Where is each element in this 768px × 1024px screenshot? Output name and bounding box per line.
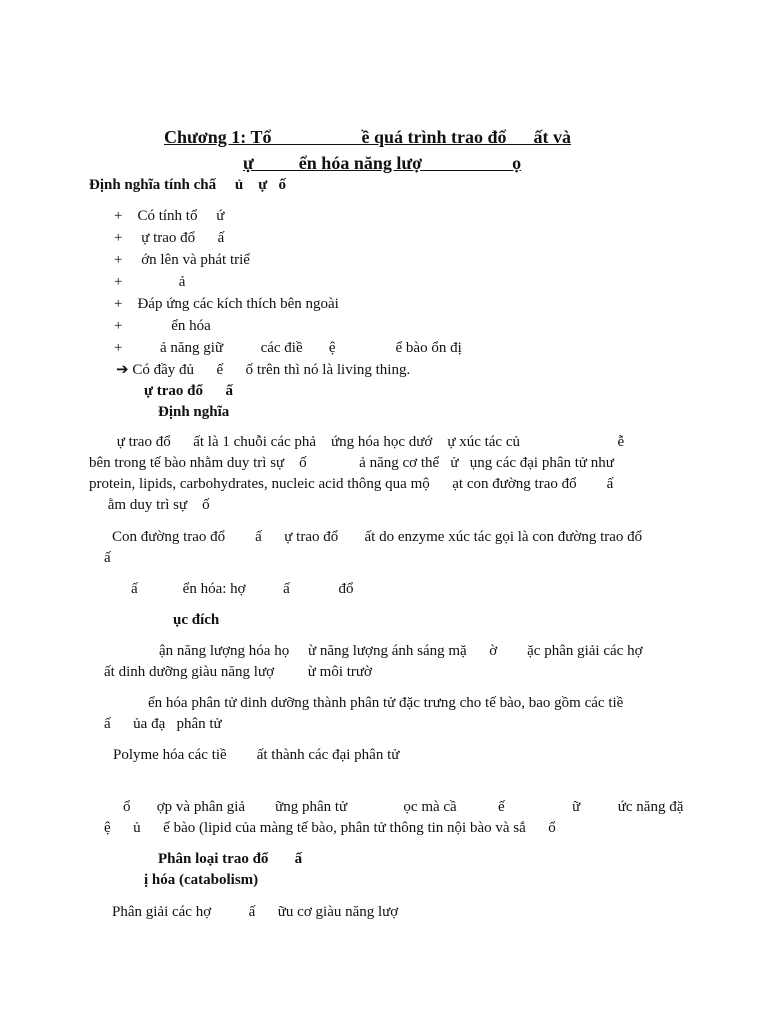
bullet-item: + ớn lên và phát triể bbox=[114, 252, 250, 268]
purpose-title: ục đích bbox=[173, 612, 220, 628]
bullet-item: + Đáp ứng các kích thích bên ngoài bbox=[114, 296, 339, 312]
paragraph-line: ển hóa phân tử dinh dưỡng thành phân tử đặc trưng cho tế bào, bao gồm các tiề bbox=[148, 695, 624, 711]
bullet-item: + ả bbox=[114, 274, 186, 290]
arrow-right-icon: ➔ bbox=[116, 360, 129, 378]
paragraph-line: Phân giải các hợ ấ ữu cơ giàu năng lượ bbox=[112, 904, 399, 920]
bullet-item: + Có tính tổ ứ bbox=[114, 208, 225, 224]
section-heading: Định nghĩa tính chấ ủ ự ố bbox=[89, 177, 286, 193]
conclusion-line bbox=[116, 360, 410, 379]
bullet-item: + ả năng giữ các điề ệ ể bào ổn đị bbox=[114, 340, 462, 356]
subsection-subtitle: Định nghĩa bbox=[158, 404, 230, 420]
page-title-line1: Chương 1: Tổ ề quá trình trao đổ ất và bbox=[164, 127, 571, 147]
paragraph-line: Polyme hóa các tiề ất thành các đại phân tử bbox=[113, 747, 400, 763]
bullet-item: + ển hóa bbox=[114, 318, 211, 334]
page-title-line2: ự ển hóa năng lượ ọ bbox=[243, 153, 522, 173]
paragraph-line: bên trong tế bào nhằm duy trì sự ố ả năng cơ thể ử ụng các đại phân tử như bbox=[89, 455, 614, 471]
paragraph-line: ổ ợp và phân giả ững phân tử ọc mà cầ ế ữ ức năng đặ bbox=[123, 799, 684, 815]
paragraph-line: ấ ủa đạ phân tử bbox=[104, 716, 222, 732]
paragraph-line: ất dinh dưỡng giàu năng lượ ừ môi trườ bbox=[104, 664, 372, 680]
section2-title: Phân loại trao đổ ấ bbox=[158, 851, 303, 867]
paragraph-line: ệ ủ ế bào (lipid của màng tế bào, phân tử thông tin nội bào và sắ ổ bbox=[104, 820, 556, 836]
paragraph-line: ấ bbox=[104, 550, 111, 566]
paragraph-line: ự trao đổ ất là 1 chuỗi các phả ứng hóa học dướ ự xúc tác củ ễ bbox=[98, 434, 625, 450]
paragraph-line: protein, lipids, carbohydrates, nucleic acid thông qua mộ ạt con đường trao đổ ấ bbox=[89, 476, 614, 492]
subsection-title: ự trao đổ ấ bbox=[144, 383, 233, 399]
section2-subtitle: ị hóa (catabolism) bbox=[144, 872, 259, 888]
paragraph-line: ấ ển hóa: hợ ấ đổ bbox=[131, 581, 354, 597]
conclusion-text: Có đầy đủ ế ố trên thì nó là living thing. bbox=[132, 362, 411, 378]
bullet-item: + ự trao đổ ấ bbox=[114, 230, 225, 246]
paragraph-line: Con đường trao đổ ấ ự trao đổ ất do enzyme xúc tác gọi là con đường trao đổ bbox=[112, 529, 643, 545]
paragraph-line: ận năng lượng hóa họ ừ năng lượng ánh sáng mặ ờ ặc phân giải các hợ bbox=[159, 643, 643, 659]
paragraph-line: ằm duy trì sự ố bbox=[89, 497, 210, 513]
